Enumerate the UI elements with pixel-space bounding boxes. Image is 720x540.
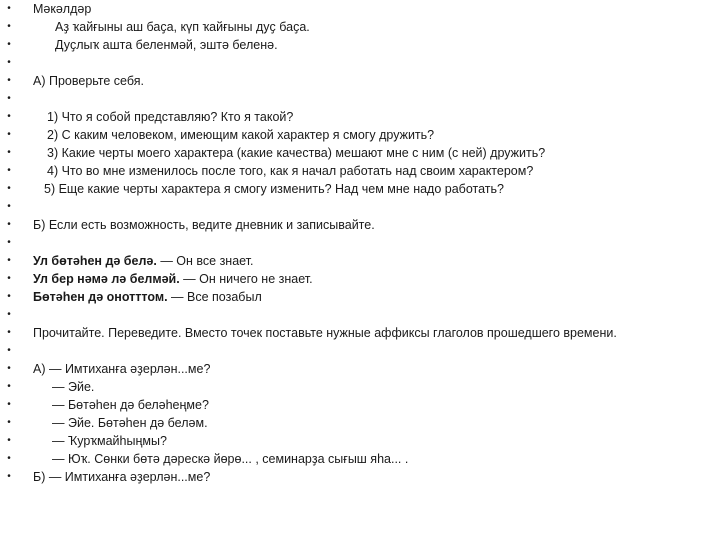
bullet: • — [7, 219, 11, 230]
proverb-text: Дуҫлыҡ ашта беленмәй, эштә беленә. — [55, 38, 278, 52]
bullet: • — [7, 453, 11, 464]
line-22 — [0, 378, 720, 396]
phrase-bashkir: Ул бөтәһен дә белә. — [33, 254, 157, 268]
heading-proverbs: Мәкәлдәр — [33, 2, 92, 16]
question-item: 3) Какие черты моего характера (какие качества) мешают мне с ним (с ней) дружить? — [47, 146, 546, 160]
line-26 — [0, 450, 720, 468]
line-6 — [0, 90, 720, 108]
line-23 — [0, 396, 720, 414]
line-25 — [0, 432, 720, 450]
question-item: 4) Что во мне изменилось после того, как я начал работать над своим характером? — [47, 164, 534, 178]
phrase-bashkir: Ул бер нәмә лә белмәй. — [33, 272, 180, 286]
bullet: • — [7, 471, 11, 482]
phrase-russian: — Он все знает. — [156, 254, 254, 268]
task-heading: А) Проверьте себя. — [33, 74, 144, 88]
line-1 — [0, 0, 720, 18]
dialogue-line: А) — Имтиханға әҙерлән...ме? — [33, 362, 211, 376]
line-18 — [0, 306, 720, 324]
line-2 — [0, 18, 720, 36]
dialogue-line: — Эйе. — [52, 380, 95, 394]
bullet: • — [7, 201, 11, 212]
line-27 — [0, 468, 720, 486]
question-item: 1) Что я собой представляю? Кто я такой? — [47, 110, 294, 124]
bullet: • — [7, 165, 11, 176]
bullet: • — [7, 129, 11, 140]
phrase-translation — [33, 252, 254, 270]
bullet: • — [7, 111, 11, 122]
line-14 — [0, 234, 720, 252]
dialogue-line: Б) — Имтиханға әҙерлән...ме? — [33, 470, 211, 484]
line-21 — [0, 360, 720, 378]
line-12 — [0, 198, 720, 216]
line-16 — [0, 270, 720, 288]
dialogue-line: — Бөтәһен дә беләһеңме? — [52, 398, 209, 412]
bullet: • — [7, 327, 11, 338]
line-11 — [0, 180, 720, 198]
phrase-translation — [33, 270, 313, 288]
line-20 — [0, 342, 720, 360]
bullet: • — [7, 39, 11, 50]
phrase-russian: — Он ничего не знает. — [179, 272, 313, 286]
proverb-text: Аҙ ҡайғыны аш баҫа, күп ҡайғыны дуҫ баҫа. — [55, 20, 310, 34]
bullet: • — [7, 183, 11, 194]
bullet: • — [7, 93, 11, 104]
dialogue-line: — Юҡ. Сөнки бөтә дәрескә йөрө... , семинарҙа сығыш яһа... . — [52, 452, 409, 466]
line-5 — [0, 72, 720, 90]
bullet: • — [7, 381, 11, 392]
line-10 — [0, 162, 720, 180]
bullet: • — [7, 3, 11, 14]
line-13 — [0, 216, 720, 234]
line-8 — [0, 126, 720, 144]
bullet: • — [7, 147, 11, 158]
bullet: • — [7, 309, 11, 320]
bullet: • — [7, 417, 11, 428]
task-instruction: Прочитайте. Переведите. Вместо точек поставьте нужные аффиксы глаголов прошедшего времени. — [33, 326, 617, 340]
line-3 — [0, 36, 720, 54]
line-4 — [0, 54, 720, 72]
bullet: • — [7, 399, 11, 410]
phrase-russian: — Все позабыл — [167, 290, 262, 304]
line-24 — [0, 414, 720, 432]
dialogue-line: — Ҡурҡмайһыңмы? — [52, 434, 167, 448]
bullet: • — [7, 435, 11, 446]
bullet: • — [7, 363, 11, 374]
question-item: 2) С каким человеком, имеющим какой характер я смогу дружить? — [47, 128, 435, 142]
line-7 — [0, 108, 720, 126]
bullet: • — [7, 291, 11, 302]
question-item: 5) Еще какие черты характера я смогу изменить? Над чем мне надо работать? — [44, 182, 504, 196]
bullet: • — [7, 237, 11, 248]
bullet: • — [7, 255, 11, 266]
bullet: • — [7, 57, 11, 68]
phrase-bashkir: Бөтәһен дә онотттом. — [33, 290, 168, 304]
line-9 — [0, 144, 720, 162]
line-17 — [0, 288, 720, 306]
task-heading: Б) Если есть возможность, ведите дневник и записывайте. — [33, 218, 375, 232]
bullet: • — [7, 21, 11, 32]
line-19 — [0, 324, 720, 342]
bullet: • — [7, 345, 11, 356]
line-15 — [0, 252, 720, 270]
dialogue-line: — Эйе. Бөтәһен дә беләм. — [52, 416, 208, 430]
phrase-translation — [33, 288, 262, 306]
bullet: • — [7, 273, 11, 284]
bullet: • — [7, 75, 11, 86]
